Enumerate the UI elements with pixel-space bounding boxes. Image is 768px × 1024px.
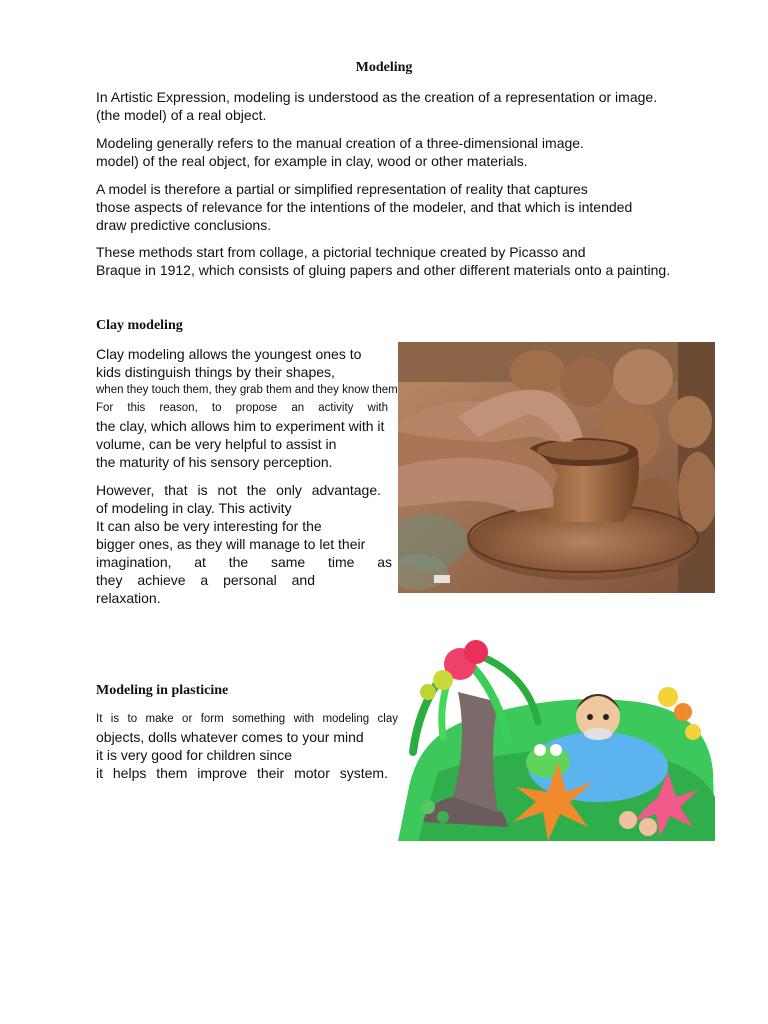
text-line: of modeling in clay. This activity xyxy=(96,500,292,516)
pottery-photo xyxy=(398,342,715,593)
plasticine-heading: Modeling in plasticine xyxy=(96,683,229,698)
pottery-illustration xyxy=(398,342,715,593)
text-line: However, that is not the only advantage. xyxy=(96,482,381,498)
text-line: In Artistic Expression, modeling is understood as the creation of a representation or image. xyxy=(96,89,658,105)
watermark-label xyxy=(434,575,450,583)
plasticine-illustration xyxy=(398,622,715,841)
text-line: volume, can be very helpful to assist in xyxy=(96,436,337,452)
text-line: It can also be very interesting for the xyxy=(96,518,322,534)
text-line: objects, dolls whatever comes to your mind xyxy=(96,729,364,745)
text-line: the maturity of his sensory perception. xyxy=(96,454,333,470)
text-line: those aspects of relevance for the intentions of the modeler, and that which is intended xyxy=(96,199,633,215)
text-line: Modeling generally refers to the manual creation of a three-dimensional image. xyxy=(96,135,584,151)
text-line: relaxation. xyxy=(96,590,161,606)
text-line: model) of the real object, for example in clay, wood or other materials. xyxy=(96,153,528,169)
text-line: the clay, which allows him to experiment with it xyxy=(96,418,385,434)
text-line: For this reason, to propose an activity with xyxy=(96,402,388,414)
intro-paragraph-4 xyxy=(96,243,670,279)
text-line: A model is therefore a partial or simplified representation of reality that captures xyxy=(96,181,588,197)
text-line: kids distinguish things by their shapes, xyxy=(96,364,335,380)
intro-paragraph-1 xyxy=(96,88,657,124)
text-line: when they touch them, they grab them and they know them xyxy=(96,384,398,396)
plasticine-paragraph xyxy=(96,710,396,782)
intro-paragraph-2 xyxy=(96,134,584,170)
text-line: they achieve a personal and xyxy=(96,572,315,588)
text-line: bigger ones, as they will manage to let their xyxy=(96,536,366,552)
plasticine-photo xyxy=(398,622,715,841)
page-title: Modeling xyxy=(355,60,413,75)
text-line: draw predictive conclusions. xyxy=(96,217,272,233)
clay-paragraph-1 xyxy=(96,345,398,471)
intro-paragraph-3 xyxy=(96,180,632,234)
text-line: it is very good for children since xyxy=(96,747,293,763)
text-line: (the model) of a real object. xyxy=(96,107,267,123)
clay-paragraph-2 xyxy=(96,481,392,607)
text-line: These methods start from collage, a pictorial technique created by Picasso and xyxy=(96,244,586,260)
text-line: Braque in 1912, which consists of gluing papers and other different materials onto a painting. xyxy=(96,262,671,278)
text-line: It is to make or form something with modeling clay xyxy=(96,713,398,725)
text-line: it helps them improve their motor system. xyxy=(96,765,388,781)
text-line: Clay modeling allows the youngest ones to xyxy=(96,346,362,362)
text-line: imagination, at the same time as xyxy=(96,554,392,570)
clay-heading: Clay modeling xyxy=(96,318,183,333)
